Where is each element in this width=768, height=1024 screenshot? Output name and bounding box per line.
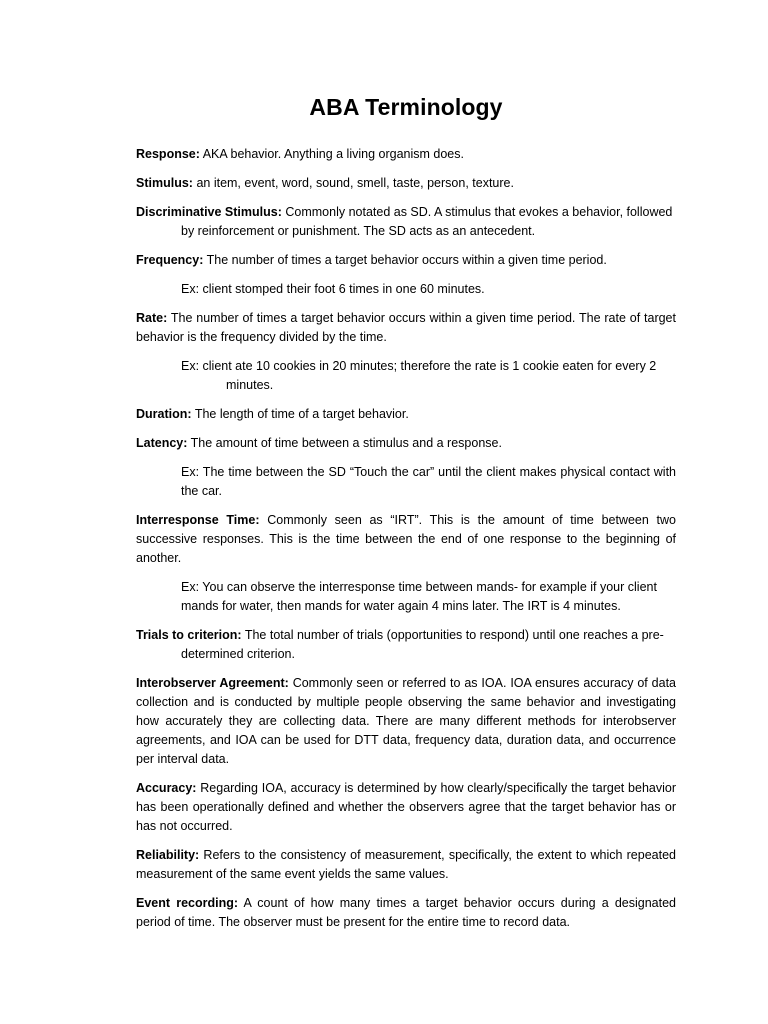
term: Accuracy: [136, 781, 197, 795]
term: Frequency: [136, 253, 204, 267]
term: Trials to criterion: [136, 628, 242, 642]
entry-stimulus [136, 174, 676, 193]
definition: Commonly notated as SD. A stimulus that evokes a behavior, followed by reinforcement or punishment. The SD acts as an antecedent. [181, 205, 673, 238]
example-rate: Ex: client ate 10 cookies in 20 minutes; therefore the rate is 1 cookie eaten for every 2 minutes. [181, 359, 657, 392]
term: Reliability: [136, 848, 200, 862]
entry-discriminative-stimulus [136, 203, 676, 241]
term: Interresponse Time: [136, 513, 260, 527]
document-title: ABA Terminology [309, 94, 503, 120]
definition: Commonly seen as “IRT”. This is the amount of time between two successive responses. This is the time between the end of one response to the beginning of another. [136, 513, 676, 565]
term: Latency: [136, 436, 188, 450]
definition: The number of times a target behavior occurs within a given time period. The rate of target behavior is the frequency divided by the time. [136, 311, 676, 344]
definition: an item, event, word, sound, smell, taste, person, texture. [196, 176, 514, 190]
entry-latency [136, 434, 676, 453]
term: Interobserver Agreement: [136, 676, 289, 690]
term: Response: [136, 147, 200, 161]
entry-interresponse-time [136, 511, 676, 568]
term: Rate: [136, 311, 168, 325]
entry-interobserver-agreement [136, 674, 676, 769]
term: Event recording: [136, 896, 239, 910]
entry-trials-to-criterion [136, 626, 676, 664]
definition: AKA behavior. Anything a living organism does. [202, 147, 464, 161]
entry-response [136, 145, 676, 164]
entry-rate [136, 309, 676, 347]
definition: The length of time of a target behavior. [194, 407, 409, 421]
definition: The amount of time between a stimulus and a response. [190, 436, 502, 450]
term: Discriminative Stimulus: [136, 205, 282, 219]
definition: The number of times a target behavior occurs within a given time period. [206, 253, 607, 267]
example-frequency: Ex: client stomped their foot 6 times in one 60 minutes. [181, 282, 485, 296]
definition: A count of how many times a target behavior occurs during a designated period of time. The observer must be present for the entire time to record data. [136, 896, 676, 929]
term: Duration: [136, 407, 192, 421]
example-interresponse-time: Ex: You can observe the interresponse time between mands- for example if your client mands for water, then mands for water again 4 mins later. The IRT is 4 minutes. [181, 580, 657, 613]
entry-event-recording [136, 894, 676, 932]
entry-duration [136, 405, 676, 424]
definition: Regarding IOA, accuracy is determined by how clearly/specifically the target behavior has been operationally defined and whether the observers agree that the target behavior has or has not occurred. [136, 781, 676, 833]
entry-frequency [136, 251, 676, 270]
entry-accuracy [136, 779, 676, 836]
definition: Refers to the consistency of measurement, specifically, the extent to which repeated measurement of the same event yields the same values. [136, 848, 676, 881]
definition: Commonly seen or referred to as IOA. IOA ensures accuracy of data collection and is conducted by multiple people observing the same behavior and investigating how accurately they are collecting data. There are many different methods for interobserver agreements, and IOA can be used for DTT data, frequency data, duration data, and occurrence per interval data. [136, 676, 676, 766]
example-latency: Ex: The time between the SD “Touch the car” until the client makes physical contact with the car. [181, 465, 676, 498]
entry-reliability [136, 846, 676, 884]
term: Stimulus: [136, 176, 193, 190]
definition: The total number of trials (opportunities to respond) until one reaches a pre-determined criterion. [181, 628, 664, 661]
